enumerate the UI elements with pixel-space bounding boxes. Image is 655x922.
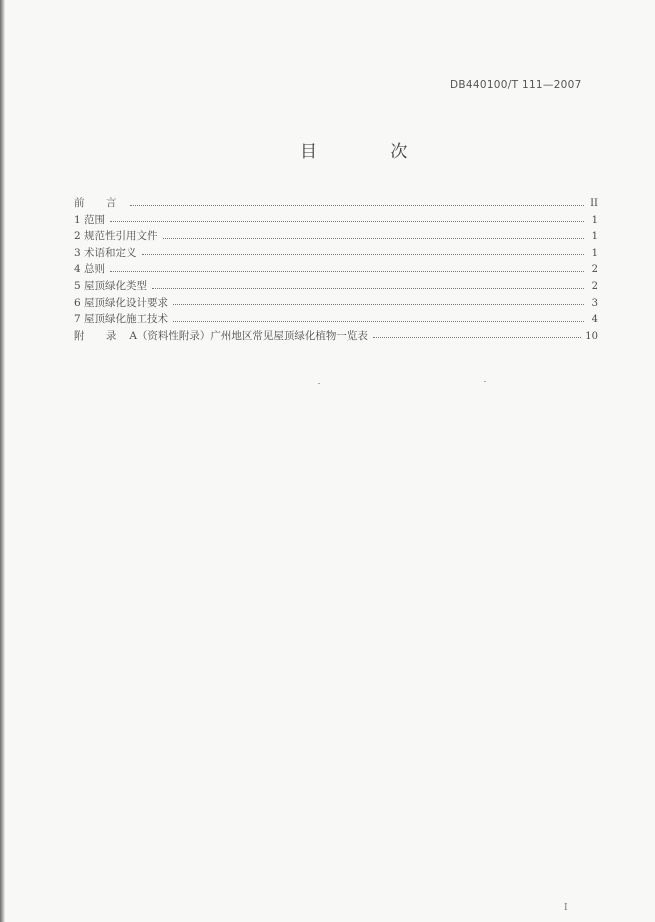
toc-entry-page: 1 <box>591 247 598 259</box>
toc-entry-label: 6 屋顶绿化设计要求 <box>74 296 169 309</box>
toc-entry-page: 2 <box>591 264 598 276</box>
toc-entry-page: 4 <box>591 314 598 326</box>
appendix-prefix: 附 录 <box>74 329 126 342</box>
toc-leader-dots <box>173 304 584 305</box>
scan-speck <box>318 383 320 384</box>
toc-entry-page: 1 <box>591 231 598 243</box>
toc-leader-dots <box>130 205 584 206</box>
toc-leader-dots <box>110 221 584 222</box>
toc-list <box>74 195 598 344</box>
toc-entry-label: 2 规范性引用文件 <box>74 230 158 243</box>
toc-entry-label: 4 总则 <box>74 263 106 276</box>
toc-leader-dots <box>373 337 581 338</box>
toc-entry-label: 1 范围 <box>74 213 106 226</box>
document-id: DB440100/T 111—2007 <box>450 79 582 91</box>
toc-leader-dots <box>152 288 584 289</box>
toc-entry-scope[interactable] <box>74 212 598 229</box>
toc-entry-construction-techniques[interactable] <box>74 311 598 328</box>
toc-entry-label <box>74 328 371 343</box>
toc-entry-design-requirements[interactable] <box>74 295 598 312</box>
scan-edge-shadow <box>0 0 5 922</box>
toc-entry-greening-types[interactable] <box>74 278 598 295</box>
toc-entry-terms-definitions[interactable] <box>74 245 598 262</box>
toc-entry-label: 3 术语和定义 <box>74 246 137 259</box>
toc-leader-dots <box>142 254 584 255</box>
toc-entry-page: 10 <box>585 330 598 342</box>
toc-entry-general[interactable] <box>74 261 598 278</box>
toc-entry-page: 1 <box>591 214 598 226</box>
toc-entry-label: 前 言 <box>74 197 126 209</box>
toc-entry-page: II <box>590 198 598 209</box>
toc-entry-page: 3 <box>591 297 598 309</box>
toc-entry-appendix-a[interactable] <box>74 328 598 345</box>
toc-title: 目 次 <box>300 142 442 162</box>
toc-entry-label: 5 屋顶绿化类型 <box>74 279 148 292</box>
toc-leader-dots <box>110 271 584 272</box>
toc-entry-normative-references[interactable] <box>74 228 598 245</box>
scan-speck <box>484 381 486 382</box>
page-number: I <box>564 903 568 913</box>
appendix-title: A（资料性附录）广州地区常见屋顶绿化植物一览表 <box>129 329 368 342</box>
toc-leader-dots <box>163 238 584 239</box>
toc-entry-foreword[interactable] <box>74 195 598 212</box>
toc-leader-dots <box>173 321 584 322</box>
toc-entry-label: 7 屋顶绿化施工技术 <box>74 313 169 326</box>
toc-entry-page: 2 <box>591 280 598 292</box>
